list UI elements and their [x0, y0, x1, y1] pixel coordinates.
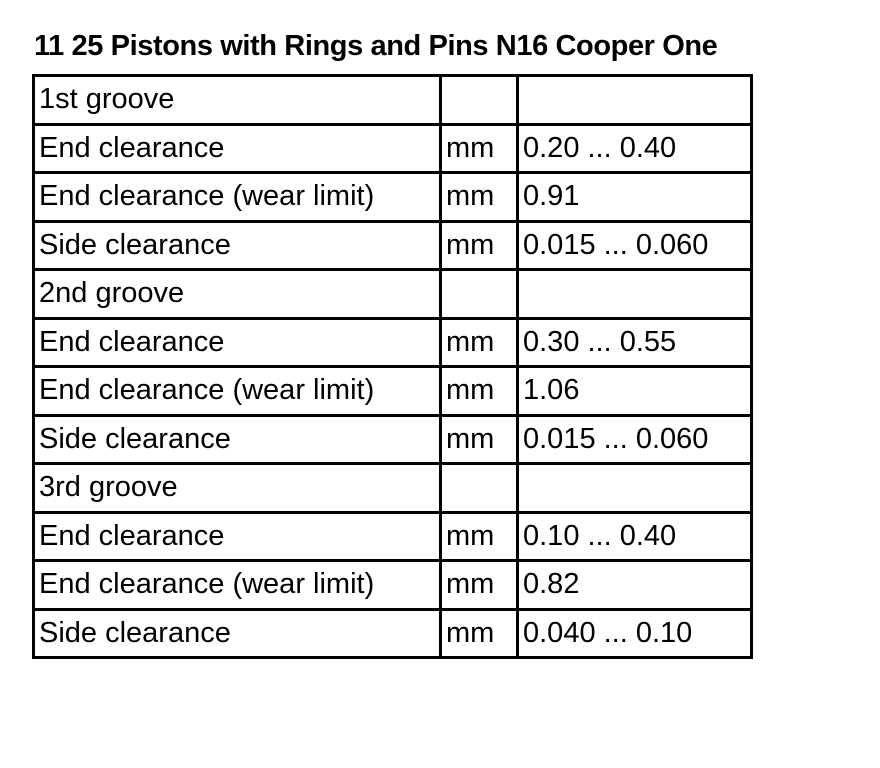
row-value: 0.91 [518, 173, 752, 222]
row-unit [441, 76, 518, 125]
row-label: 3rd groove [34, 464, 441, 513]
row-label: Side clearance [34, 415, 441, 464]
row-label: 1st groove [34, 76, 441, 125]
table-row [34, 512, 752, 561]
row-label: End clearance (wear limit) [34, 173, 441, 222]
row-value: 0.20 ... 0.40 [518, 124, 752, 173]
row-unit: mm [441, 415, 518, 464]
table-row [34, 415, 752, 464]
row-unit [441, 464, 518, 513]
row-value: 0.040 ... 0.10 [518, 609, 752, 658]
table-row [34, 318, 752, 367]
spec-table [32, 74, 753, 659]
table-row [34, 561, 752, 610]
row-label: End clearance (wear limit) [34, 367, 441, 416]
row-unit: mm [441, 318, 518, 367]
table-row [34, 124, 752, 173]
row-unit: mm [441, 367, 518, 416]
row-value: 1.06 [518, 367, 752, 416]
table-row [34, 609, 752, 658]
page-title: 11 25 Pistons with Rings and Pins N16 Cooper One [34, 30, 718, 62]
row-label: End clearance [34, 318, 441, 367]
row-value: 0.10 ... 0.40 [518, 512, 752, 561]
row-unit: mm [441, 173, 518, 222]
table-row [34, 173, 752, 222]
row-value [518, 270, 752, 319]
row-value: 0.82 [518, 561, 752, 610]
row-value: 0.30 ... 0.55 [518, 318, 752, 367]
row-value: 0.015 ... 0.060 [518, 221, 752, 270]
table-row [34, 367, 752, 416]
row-label: End clearance [34, 512, 441, 561]
table-row [34, 76, 752, 125]
row-unit: mm [441, 609, 518, 658]
row-value [518, 464, 752, 513]
row-label: End clearance [34, 124, 441, 173]
row-unit [441, 270, 518, 319]
row-unit: mm [441, 561, 518, 610]
row-label: Side clearance [34, 221, 441, 270]
table-row [34, 464, 752, 513]
row-unit: mm [441, 512, 518, 561]
row-label: Side clearance [34, 609, 441, 658]
row-label: End clearance (wear limit) [34, 561, 441, 610]
row-unit: mm [441, 221, 518, 270]
table-row [34, 270, 752, 319]
table-row [34, 221, 752, 270]
row-value [518, 76, 752, 125]
row-label: 2nd groove [34, 270, 441, 319]
row-unit: mm [441, 124, 518, 173]
row-value: 0.015 ... 0.060 [518, 415, 752, 464]
